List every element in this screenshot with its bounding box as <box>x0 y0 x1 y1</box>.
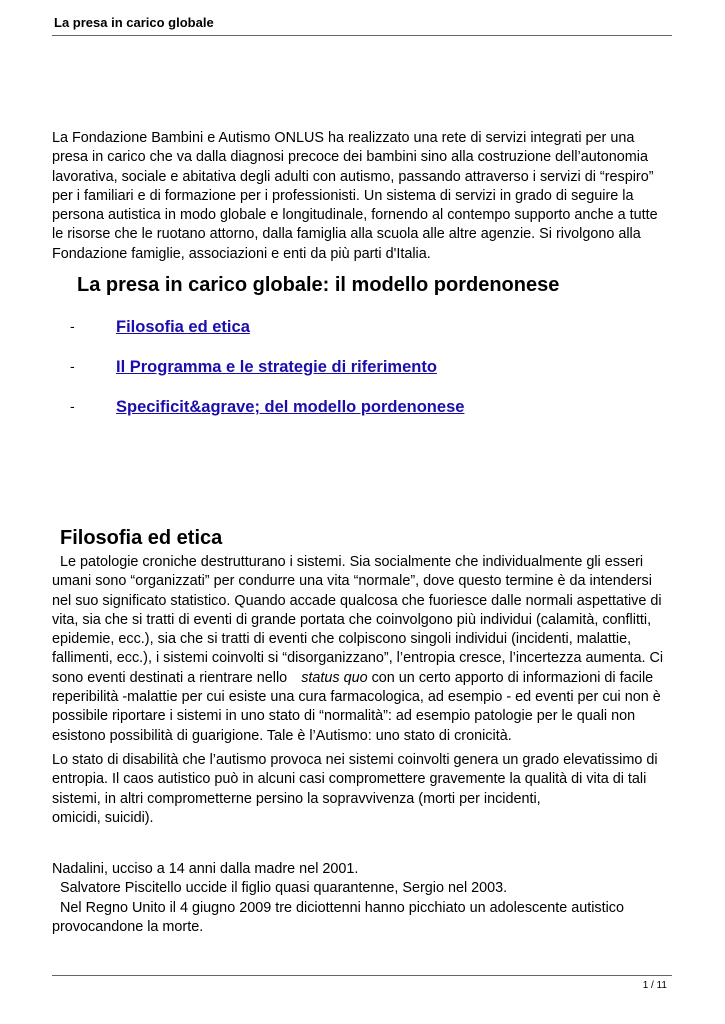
paragraph-line: omicidi, suicidi). <box>52 809 154 826</box>
paragraph-line <box>52 669 674 688</box>
emphasis-text: status quo <box>301 669 368 686</box>
paragraph-line: epidemie, ecc.), sia che si tratti di eventi che colpiscono singoli individui (incidenti, malattie, <box>52 631 632 648</box>
paragraph-line: provocandone la morte. <box>52 918 204 935</box>
page-header-title: La presa in carico globale <box>54 15 214 30</box>
paragraph-line: Nadalini, ucciso a 14 anni dalla madre nel 2001. <box>52 861 359 877</box>
toc-item <box>70 358 630 382</box>
paragraph-line: sistemi, in altri comprometterne persino la sopravvivenza (morti per incidenti, <box>52 790 541 807</box>
toc-item <box>70 318 630 342</box>
intro-line: presa in carico che va dalla diagnosi precoce dei bambini sino alla costruzione dell’autonomia <box>52 149 648 166</box>
intro-line: Fondazione famiglie, associazioni e enti da più parti d'Italia. <box>52 245 431 262</box>
toc-dash: - <box>70 358 75 374</box>
toc-link-filosofia[interactable]: Filosofia ed etica <box>116 318 250 336</box>
paragraph-line: Lo stato di disabilità che l’autismo provoca nei sistemi coinvolti genera un grado elevatissimo di <box>52 752 658 768</box>
paragraph-line: reperibilità -malattie per cui esiste una cura farmacologica, ad esempio - ed eventi per cui non è <box>52 689 661 706</box>
intro-line: per i familiari e di formazione per i professionisti. Un sistema di servizi in grado di seguire la <box>52 187 634 204</box>
paragraph-line: possibile riportare i sistemi in uno stato di “normalità”: ad esempio patologie per le quali non <box>52 708 636 725</box>
paragraph-line: entropia. Il caos autistico può in alcuni casi compromettere gravemente la qualità di vita di tali <box>52 771 647 788</box>
philosophy-heading: Filosofia ed etica <box>60 527 223 549</box>
intro-line: le risorse che le ruotano attorno, dalla famiglia alla scuola alle altre agenzie. Si rivolgono alla <box>52 226 641 243</box>
paragraph-line: nel suo significato statistico. Quando accade qualcosa che fuoriesce dalle normali aspettative di <box>52 592 662 609</box>
toc-link-programma[interactable]: Il Programma e le strategie di riferimento <box>116 358 437 376</box>
paragraph-line: umani sono “organizzati” per condurre una vita “normale”, dove questo termine è da intendersi <box>52 573 652 590</box>
header-divider <box>52 35 672 36</box>
line-text: sono eventi destinati a rientrare nello <box>52 669 288 686</box>
philosophy-paragraph-2 <box>52 751 674 828</box>
paragraph-line: Nel Regno Unito il 4 giugno 2009 tre diciottenni hanno picchiato un adolescente autistico <box>52 899 625 916</box>
toc-dash: - <box>70 398 75 414</box>
toc-link-specificita[interactable]: Specificit&agrave; del modello pordenonese <box>116 398 465 416</box>
intro-line: lavorativa, sociale e abitativa degli adulti con autismo, passando attraverso i servizi di “respiro” <box>52 168 654 185</box>
section-title: La presa in carico globale: il modello pordenonese <box>77 274 560 296</box>
toc-item <box>70 398 630 422</box>
paragraph-line: esistono possibilità di guarigione. Tale è l’Autismo: uno stato di cronicità. <box>52 727 512 744</box>
toc-dash: - <box>70 318 75 334</box>
footer-divider <box>52 975 672 976</box>
line-text: con un certo apporto di informazioni di facile <box>367 669 654 686</box>
intro-paragraph <box>52 129 674 264</box>
page-number: 1 / 11 <box>642 980 667 991</box>
philosophy-paragraph-1 <box>52 553 674 746</box>
intro-line: persona autistica in modo globale e longitudinale, fornendo al contempo supporto anche a tutte <box>52 207 658 224</box>
paragraph-line: vita, sia che si tratti di eventi di grande portata che coinvolgono più individui (calamità, conflitti, <box>52 611 652 628</box>
paragraph-line: fallimenti, ecc.), i sistemi coinvolti si “disorganizzano”, l’entropia cresce, l’incertezza aumenta. Ci <box>52 650 664 667</box>
paragraph-line: Salvatore Piscitello uccide il figlio quasi quarantenne, Sergio nel 2003. <box>52 880 508 897</box>
philosophy-paragraph-3 <box>52 860 674 937</box>
intro-line: La Fondazione Bambini e Autismo ONLUS ha realizzato una rete di servizi integrati per una <box>52 130 635 146</box>
paragraph-line: Le patologie croniche destrutturano i sistemi. Sia socialmente che individualmente gli esseri <box>52 554 644 570</box>
